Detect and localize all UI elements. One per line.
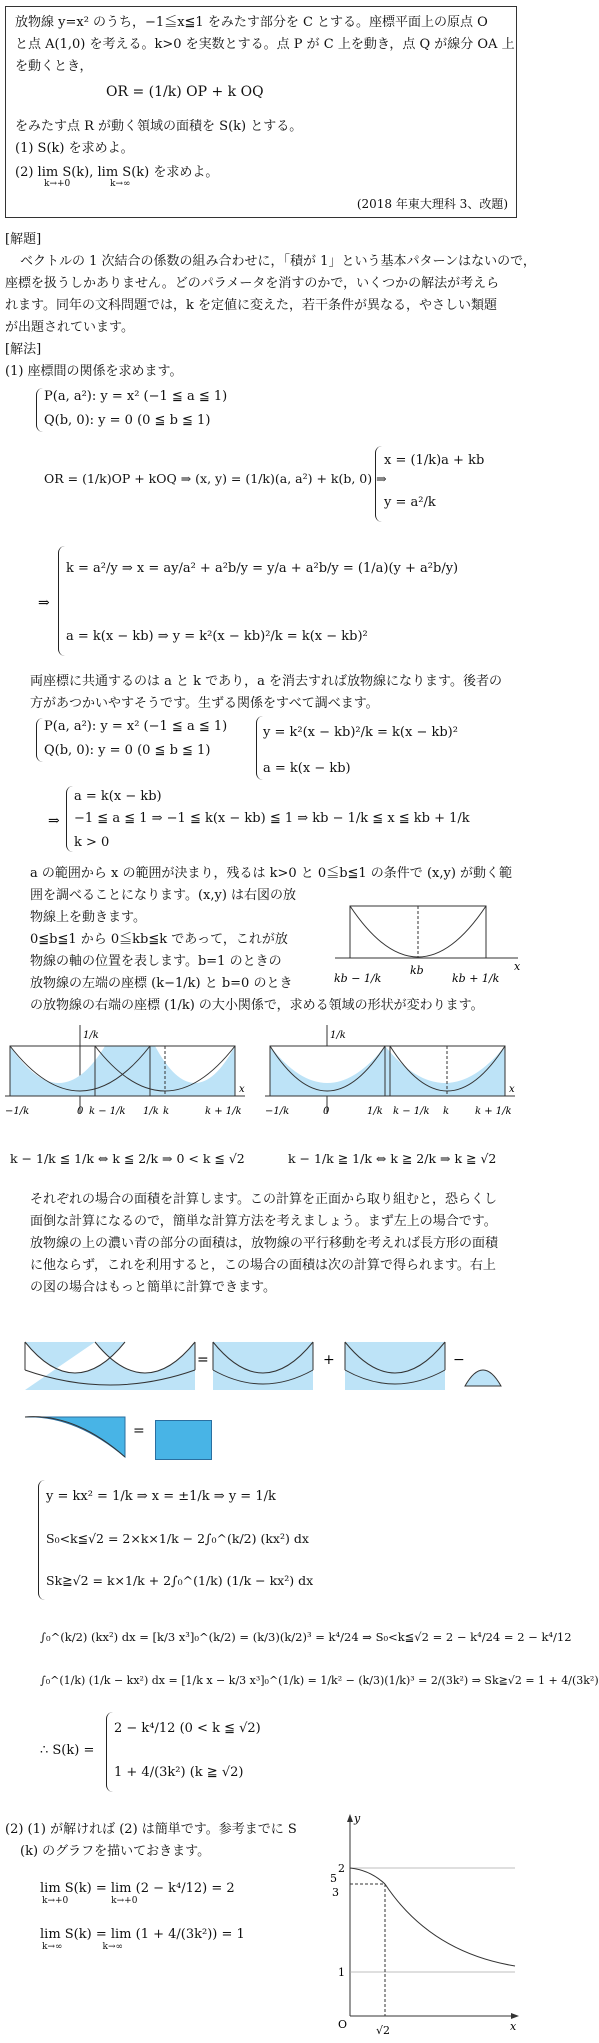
implies-arrow-2: ⇒ (48, 813, 60, 829)
area-l1: それぞれの場合の面積を計算します。この計算を正面から取り組むと，恐らくし (30, 1192, 497, 1207)
question-2-sub2: k→∞ (110, 179, 131, 189)
fig2l-label-1: 0 (77, 1106, 84, 1117)
part2-l2: (k) のグラフを描いておきます。 (20, 1844, 211, 1859)
kaidai-l2: 座標を扱うしかありません。どのパラメータを消すのかで，いくつかの解法が考えら (5, 276, 500, 291)
kaiho-para2: 方があつかいやすそうです。生ずる関係をすべて調べます。 (30, 696, 379, 711)
answer-b: 1 + 4/(3k²) (k ≧ √2) (114, 1765, 244, 1780)
fig1-mid: kb (410, 964, 424, 977)
sk-graph (330, 1812, 520, 2040)
fig2r-ytick: 1/k (330, 1030, 346, 1041)
kaiho-heading: [解法] (5, 342, 42, 357)
brace-res1 (375, 446, 382, 522)
area-l3: 放物線の上の濃い青の部分の面積は，放物線の平行移動を考えれば長方形の面積 (30, 1236, 499, 1251)
fig2l-ytick: 1/k (83, 1030, 99, 1041)
kaiho-para3: a の範囲から x の範囲が決まり，残るは k>0 と 0≦b≦1 の条件で (x,y) が動く範 (30, 866, 513, 881)
question-2: (2) lim S(k), lim S(k) を求めよ。 (15, 165, 219, 180)
fig2r-xlabels (265, 1106, 512, 1117)
fig2r-label-2: 1/k (367, 1106, 383, 1117)
fig2l-xlabels (5, 1106, 242, 1117)
calc-c5: ∫₀^(1/k) (1/k − kx²) dx = [1/k x − k/3 x³]₀^(1/k) = 1/k² − (k/3)(1/k)³ = 2/(3k²) ⇒ Sk≧√2 = 1 + 4/(3k²) (40, 1674, 599, 1687)
sys2-b: Q(b, 0): y = 0 (0 ≦ b ≦ 1) (44, 743, 211, 758)
sys1-b: Q(b, 0): y = 0 (0 ≦ b ≦ 1) (44, 413, 211, 428)
res1-b: y = a²/k (384, 495, 436, 510)
fig2r-label-0: −1/k (265, 1106, 290, 1117)
calc-c1: y = kx² = 1/k ⇒ x = ±1/k ⇒ y = 1/k (46, 1489, 276, 1504)
region-figure-left (5, 1020, 255, 1140)
kaidai-l3: れます。同年の文科問題では，k を定値に変えた，若干条件が異なる，やさしい類題 (5, 298, 497, 313)
brace-answer (106, 1712, 113, 1792)
cond-2: −1 ≦ a ≦ 1 ⇒ −1 ≦ k(x − kb) ≦ 1 ⇒ kb − 1/k ≦ x ≦ kb + 1/k (74, 811, 470, 826)
fig2r-label-1: 0 (323, 1106, 330, 1117)
problem-box (5, 6, 517, 218)
question-1: (1) S(k) を求めよ。 (15, 141, 134, 156)
kaiho-para9: の放物線の右端の座標 (1/k) の大小関係で，求める領域の形状が変わります。 (30, 998, 484, 1013)
calc-c4: ∫₀^(k/2) (kx²) dx = [k/3 x³]₀^(k/2) = (k/3)(k/2)³ = k⁴/24 ⇒ S₀<k≦√2 = 2 − k⁴/24 = 2 − k⁴/12 (40, 1630, 572, 1644)
graph-y: y (354, 1812, 361, 1825)
op-minus: − (453, 1352, 465, 1368)
limit-2: lim S(k) = lim (1 + 4/(3k²)) = 1 (40, 1927, 245, 1942)
res2-a: k = a²/y ⇒ x = ay/a² + a²b/y = y/a + a²b/y = (1/a)(y + a²b/y) (66, 561, 459, 576)
res1-a: x = (1/k)a + kb (384, 453, 485, 468)
sys2-c: y = k²(x − kb)²/k = k(x − kb)² (263, 725, 458, 740)
implies-arrow: ⇒ (38, 595, 50, 611)
brace-sys2 (36, 718, 43, 762)
kaiho-para7: 物線の軸の位置を表します。b=1 のときの (30, 954, 282, 969)
limit-2-sub: k→∞ k→∞ (42, 1942, 124, 1952)
fig1-right: kb + 1/k (452, 972, 500, 985)
cond-1: a = k(x − kb) (74, 789, 162, 804)
graph-xtick: √2 (376, 2024, 391, 2037)
graph-tick-3: 3 (332, 1886, 339, 1899)
limit-1: lim S(k) = lim (2 − k⁴/12) = 2 (40, 1881, 235, 1896)
calc-c3: Sk≧√2 = k×1/k + 2∫₀^(1/k) (1/k − kx²) dx (46, 1573, 314, 1588)
problem-line1: 放物線 y=x² のうち，−1≦x≦1 をみたす部分を C とする。座標平面上の原点 O (15, 15, 488, 30)
op-plus: + (323, 1352, 335, 1368)
sys2-a: P(a, a²): y = x² (−1 ≦ a ≦ 1) (44, 719, 228, 734)
op-eq: = (197, 1352, 209, 1368)
kaiho-para8: 放物線の左端の座標 (k−1/k) と b=0 のとき (30, 976, 293, 991)
graph-x: x (510, 2020, 517, 2033)
brace-res2 (58, 546, 65, 656)
brace-calc (38, 1480, 45, 1600)
graph-origin: O (338, 2018, 348, 2031)
kaidai-l1: ベクトルの 1 次結合の係数の組み合わせに，「積が 1」という基本パターンはないので， (20, 254, 536, 269)
res2-b: a = k(x − kb) ⇒ y = k²(x − kb)²/k = k(x − kb)² (66, 629, 368, 644)
sys2-d: a = k(x − kb) (263, 761, 351, 776)
fig1-left: kb − 1/k (334, 972, 382, 985)
kaidai-heading: [解題] (5, 232, 42, 247)
kaiho-p1: (1) 座標間の関係を求めます。 (5, 364, 183, 379)
kaiho-para1: 両座標に共通するのは a と k であり，a を消去すれば放物線になります。後者の (30, 674, 503, 689)
brace-sys2b (256, 716, 263, 780)
graph-tick-2: 2 (338, 1862, 345, 1875)
graph-tick-1: 1 (338, 1966, 345, 1979)
area-l4: に他ならず，これを利用すると，この場合の面積は次の計算で得られます。右上 (30, 1258, 496, 1273)
fig1-x: x (514, 960, 521, 973)
brace-sys1 (36, 388, 43, 432)
problem-line2: と点 A(1,0) を考える。k>0 を実数とする。点 P が C 上を動き，点 Q が線分 OA 上 (15, 37, 515, 52)
fig2l-x: x (239, 1084, 245, 1095)
area-l2: 面倒な計算になるので，簡単な計算方法を考えましょう。まず左上の場合です。 (30, 1214, 497, 1229)
problem-line4: をみたす点 R が動く領域の面積を S(k) とする。 (15, 119, 303, 134)
fig2r-label-3: k − 1/k (393, 1106, 430, 1117)
parabola-figure (330, 900, 525, 992)
equivalent-rectangle (155, 1420, 212, 1460)
fig2l-label-4: k (163, 1106, 170, 1117)
kaiho-para4: 囲を調べることになります。(x,y) は右図の放 (30, 888, 297, 903)
region-figure-right (265, 1020, 520, 1140)
fig2r-label-4: k (443, 1106, 450, 1117)
calc-c6: ∴ S(k) = (40, 1743, 95, 1758)
fig2l-label-3: 1/k (143, 1106, 159, 1117)
question-2-sub1: k→+0 (44, 179, 71, 189)
area-decomposition (25, 1340, 515, 1410)
vector-equation: OR = (1/k)OP + kOQ ⇒ (x, y) = (1/k)(a, a²) + k(b, 0) ⇒ (44, 471, 387, 486)
kaidai-l4: が出題されています。 (5, 320, 134, 335)
fig2r-x: x (509, 1084, 515, 1095)
fig2l-label-5: k + 1/k (205, 1106, 242, 1117)
cond-left: k − 1/k ≦ 1/k ⇔ k ≦ 2/k ⇒ 0 < k ≦ √2 (10, 1151, 245, 1166)
graph-tick-5: 5 (330, 1872, 337, 1885)
answer-a: 2 − k⁴/12 (0 < k ≦ √2) (114, 1721, 261, 1736)
fig2l-label-0: −1/k (5, 1106, 30, 1117)
cond-3: k > 0 (74, 835, 110, 850)
op-eq2: = (133, 1423, 145, 1439)
fig2r-label-5: k + 1/k (475, 1106, 512, 1117)
limit-1-sub: k→+0 k→+0 (42, 1896, 138, 1906)
dark-region (25, 1415, 135, 1465)
kaiho-para5: 物線上を動きます。 (30, 910, 146, 925)
brace-cond (66, 786, 73, 852)
problem-line3: を動くとき， (15, 59, 93, 74)
cond-right: k − 1/k ≧ 1/k ⇔ k ≧ 2/k ⇒ k ≧ √2 (288, 1151, 497, 1166)
fig2l-label-2: k − 1/k (89, 1106, 126, 1117)
problem-formula: OR = (1/k) OP + k OQ (106, 84, 264, 100)
sys1-a: P(a, a²): y = x² (−1 ≦ a ≦ 1) (44, 389, 228, 404)
calc-c2: S₀<k≦√2 = 2×k×1/k − 2∫₀^(k/2) (kx²) dx (46, 1531, 309, 1546)
problem-source: (2018 年東大理科 3、改題) (356, 197, 508, 211)
area-l5: の図の場合はもっと簡単に計算できます。 (30, 1280, 276, 1295)
part2-l1: (2) (1) が解ければ (2) は簡単です。参考までに S (5, 1822, 297, 1837)
kaiho-para6: 0≦b≦1 から 0≦kb≦k であって，これが放 (30, 932, 288, 947)
